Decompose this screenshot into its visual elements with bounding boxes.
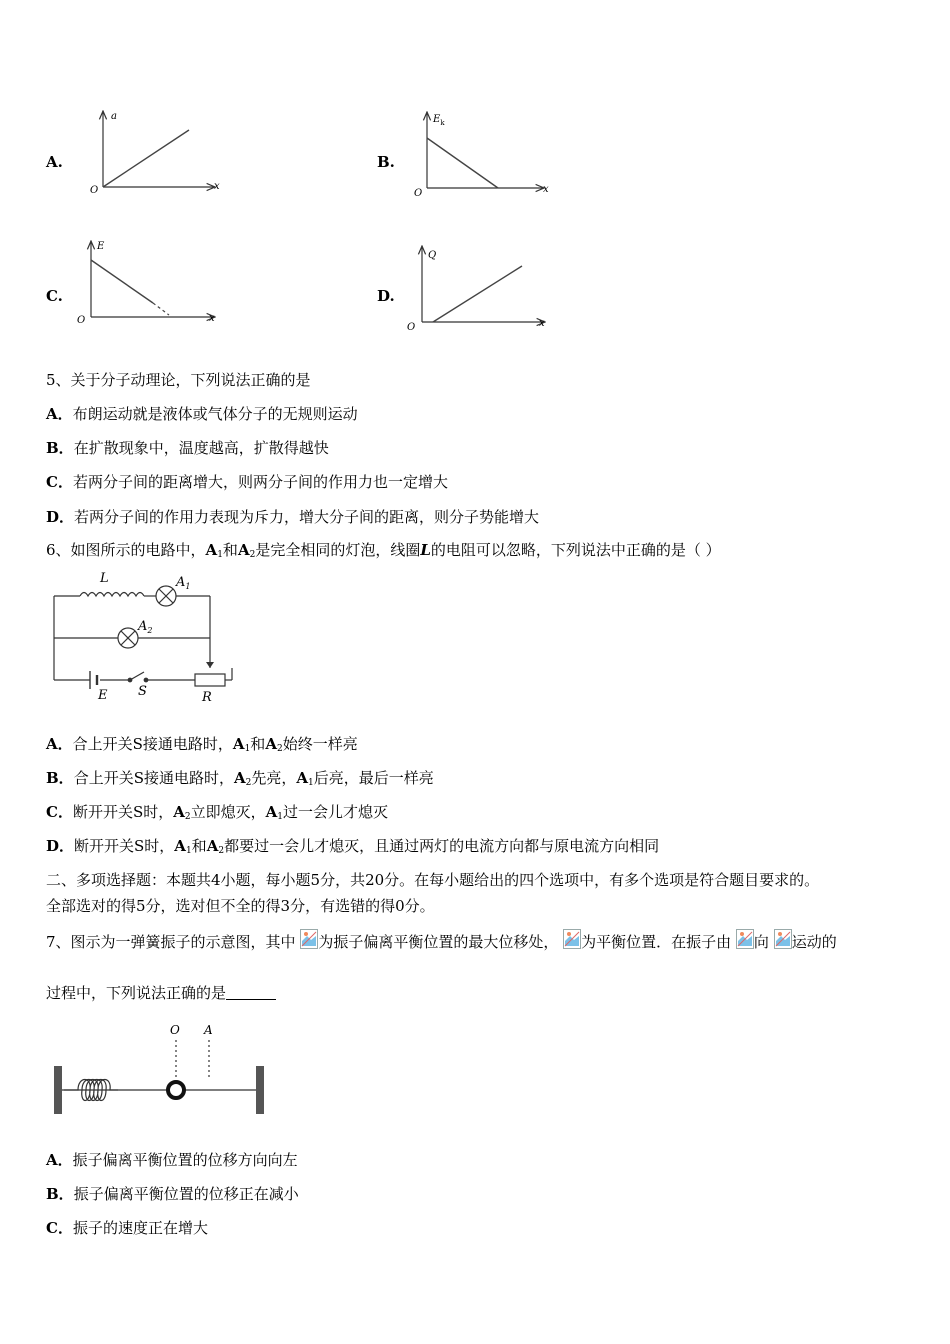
graph-c-letter: C. (46, 287, 63, 305)
q5-option-c: C．若两分子间的距离增大，则两分子间的作用力也一定增大 (46, 473, 448, 491)
graph-d-xlabel: x (539, 318, 545, 329)
oscillator-ball (168, 1082, 184, 1098)
q6-option-b: B．合上开关S接通电路时，$A_2$先亮，$A_1$后亮，最后一样亮 (46, 769, 434, 788)
graph-a-xlabel: x (214, 181, 220, 192)
label-s: S (138, 684, 147, 699)
graph-c-dash (153, 303, 169, 315)
label-e: E (98, 688, 108, 703)
lamp-a1 (156, 586, 176, 606)
broken-image-icon (774, 929, 792, 949)
graph-b-ylabel: $E_k$ (433, 114, 445, 127)
graph-b (410, 108, 550, 200)
rheostat-slider (206, 662, 214, 668)
graph-c-line (91, 260, 153, 303)
lamp-a2 (118, 628, 138, 648)
answer-blank (226, 985, 276, 1000)
q7-spring-figure (50, 1018, 275, 1120)
q6-option-d: D．断开开关S时，$A_1$和$A_2$都要过一会儿才熄灭，且通过两灯的电流方向都与原电流方向相同 (46, 837, 660, 856)
graph-b-origin: O (414, 188, 423, 199)
q7-option-c: C．振子的速度正在增大 (46, 1219, 208, 1237)
graph-d-ylabel: Q (428, 250, 437, 261)
graph-a-origin: O (90, 185, 99, 196)
inductor-coil (80, 593, 144, 597)
q7-stem-line1: 7、图示为一弹簧振子的示意图，其中 为振子偏离平衡位置的最大位移处， 为平衡位置．在振子由 向 运动的 (46, 929, 837, 952)
graph-a-ylabel: a (111, 111, 117, 122)
graph-d (405, 242, 550, 334)
q7-option-b: B．振子偏离平衡位置的位移正在减小 (46, 1185, 299, 1203)
graph-c-xlabel: x (209, 313, 215, 324)
q5-option-a: A．布朗运动就是液体或气体分子的无规则运动 (46, 405, 358, 423)
q7-stem-line2: 过程中，下列说法正确的是 (46, 982, 276, 1003)
label-a2: $A_2$ (138, 619, 153, 635)
graph-a-letter: A. (46, 153, 63, 171)
graph-c-origin: O (77, 315, 86, 326)
resistor-r (195, 674, 225, 686)
graph-c-ylabel: E (97, 241, 105, 252)
graph-c (75, 235, 220, 330)
q5-option-d: D．若两分子间的作用力表现为斥力，增大分子间的距离，则分子势能增大 (46, 508, 540, 526)
graph-b-xlabel: x (543, 184, 549, 195)
q5-option-b: B．在扩散现象中，温度越高，扩散得越快 (46, 439, 329, 457)
label-l: L (100, 571, 109, 586)
graph-a (85, 105, 225, 200)
switch-s (128, 672, 148, 682)
graph-d-origin: O (407, 322, 416, 333)
label-a1: $A_1$ (176, 575, 191, 591)
graph-d-letter: D. (377, 287, 395, 305)
q6-option-c: C．断开开关S时，$A_2$立即熄灭，$A_1$过一会儿才熄灭 (46, 803, 389, 822)
q6-stem: 6、如图所示的电路中，$A_1$和$A_2$是完全相同的灯泡，线圈L的电阻可以忽略，下列说法中正确的是（ ） (46, 541, 721, 560)
battery-e (90, 671, 97, 689)
label-r: R (202, 690, 212, 703)
broken-image-icon (300, 929, 318, 949)
broken-image-icon (736, 929, 754, 949)
q7-option-a: A．振子偏离平衡位置的位移方向向左 (46, 1151, 298, 1169)
graph-d-line (433, 266, 522, 322)
graph-b-letter: B. (377, 153, 395, 171)
label-a: A (204, 1023, 213, 1037)
q6-circuit (50, 568, 235, 703)
q6-option-a: A．合上开关S接通电路时，$A_1$和$A_2$始终一样亮 (46, 735, 358, 754)
q5-stem: 5、关于分子动理论，下列说法正确的是 (46, 371, 311, 389)
graph-b-line (427, 138, 498, 188)
broken-image-icon (563, 929, 581, 949)
label-o: O (170, 1023, 180, 1037)
section2-line1: 二、多项选择题：本题共4小题，每小题5分，共20分。在每小题给出的四个选项中，有多个选项是符合题目要求的。 (46, 871, 820, 889)
graph-a-line (103, 130, 189, 187)
section2-line2: 全部选对的得5分，选对但不全的得3分，有选错的得0分。 (46, 897, 435, 915)
